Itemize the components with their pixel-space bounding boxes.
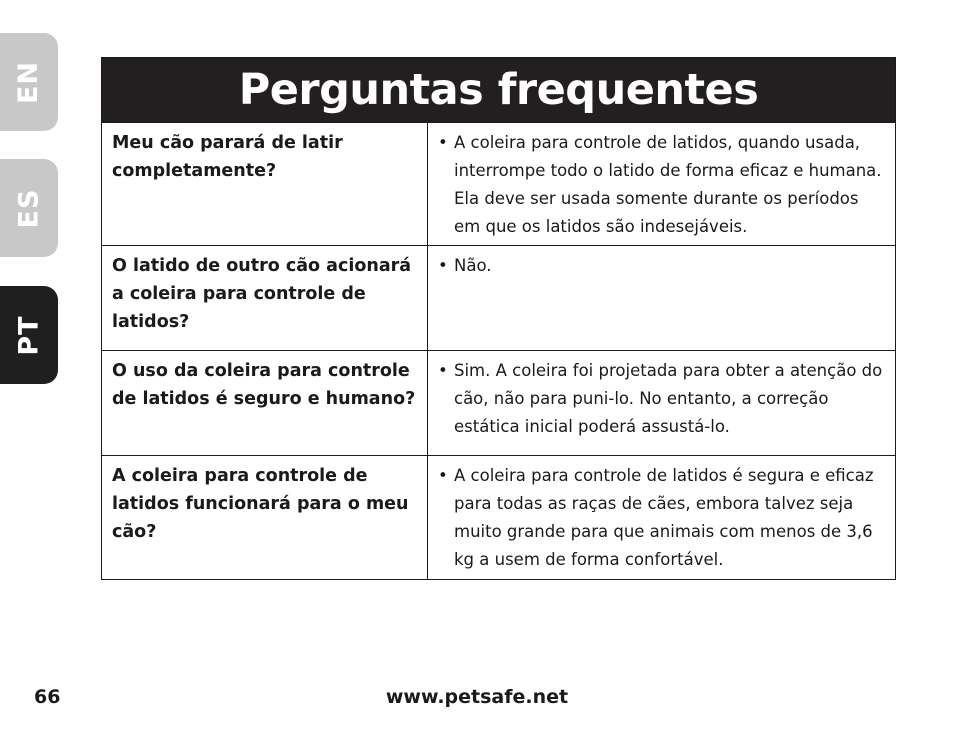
faq-title: Perguntas frequentes <box>102 58 895 122</box>
faq-table <box>101 57 896 580</box>
faq-question: O latido de outro cão acionará a coleira para controle de latidos? <box>102 246 428 350</box>
tab-english-label: EN <box>13 60 45 104</box>
faq-answer <box>428 123 895 245</box>
tab-portuguese-label: PT <box>13 314 45 356</box>
faq-question: O uso da coleira para controle de latidos é seguro e humano? <box>102 351 428 455</box>
bullet-icon: • <box>438 133 448 152</box>
tab-spanish[interactable] <box>0 159 58 257</box>
faq-row <box>102 245 895 350</box>
website-link[interactable]: www.petsafe.net <box>385 686 569 708</box>
tab-spanish-label: ES <box>13 188 45 228</box>
bullet-icon: • <box>438 256 448 275</box>
faq-answer-text: A coleira para controle de latidos, quando usada, interrompe todo o latido de forma eficaz e humana. Ela deve ser usada somente durante os períodos em que os latidos são indesejáveis. <box>454 133 882 236</box>
faq-question: Meu cão parará de latir completamente? <box>102 123 428 245</box>
faq-answer-text: A coleira para controle de latidos é segura e eficaz para todas as raças de cães, embora talvez seja muito grande para que animais com menos de 3,6 kg a usem de forma confortável. <box>454 466 874 569</box>
faq-row <box>102 455 895 579</box>
tab-english[interactable] <box>0 33 58 131</box>
bullet-icon: • <box>438 361 448 380</box>
faq-answer <box>428 351 895 455</box>
tab-portuguese[interactable] <box>0 286 58 384</box>
faq-row <box>102 122 895 245</box>
faq-answer-text: Não. <box>454 256 492 275</box>
faq-answer-text: Sim. A coleira foi projetada para obter a atenção do cão, não para puni-lo. No entanto, a correção estática inicial poderá assustá-lo. <box>454 361 883 436</box>
bullet-icon: • <box>438 466 448 485</box>
faq-row <box>102 350 895 455</box>
faq-question: A coleira para controle de latidos funcionará para o meu cão? <box>102 456 428 579</box>
faq-answer <box>428 246 895 350</box>
page-number: 66 <box>34 686 61 708</box>
faq-answer <box>428 456 895 579</box>
